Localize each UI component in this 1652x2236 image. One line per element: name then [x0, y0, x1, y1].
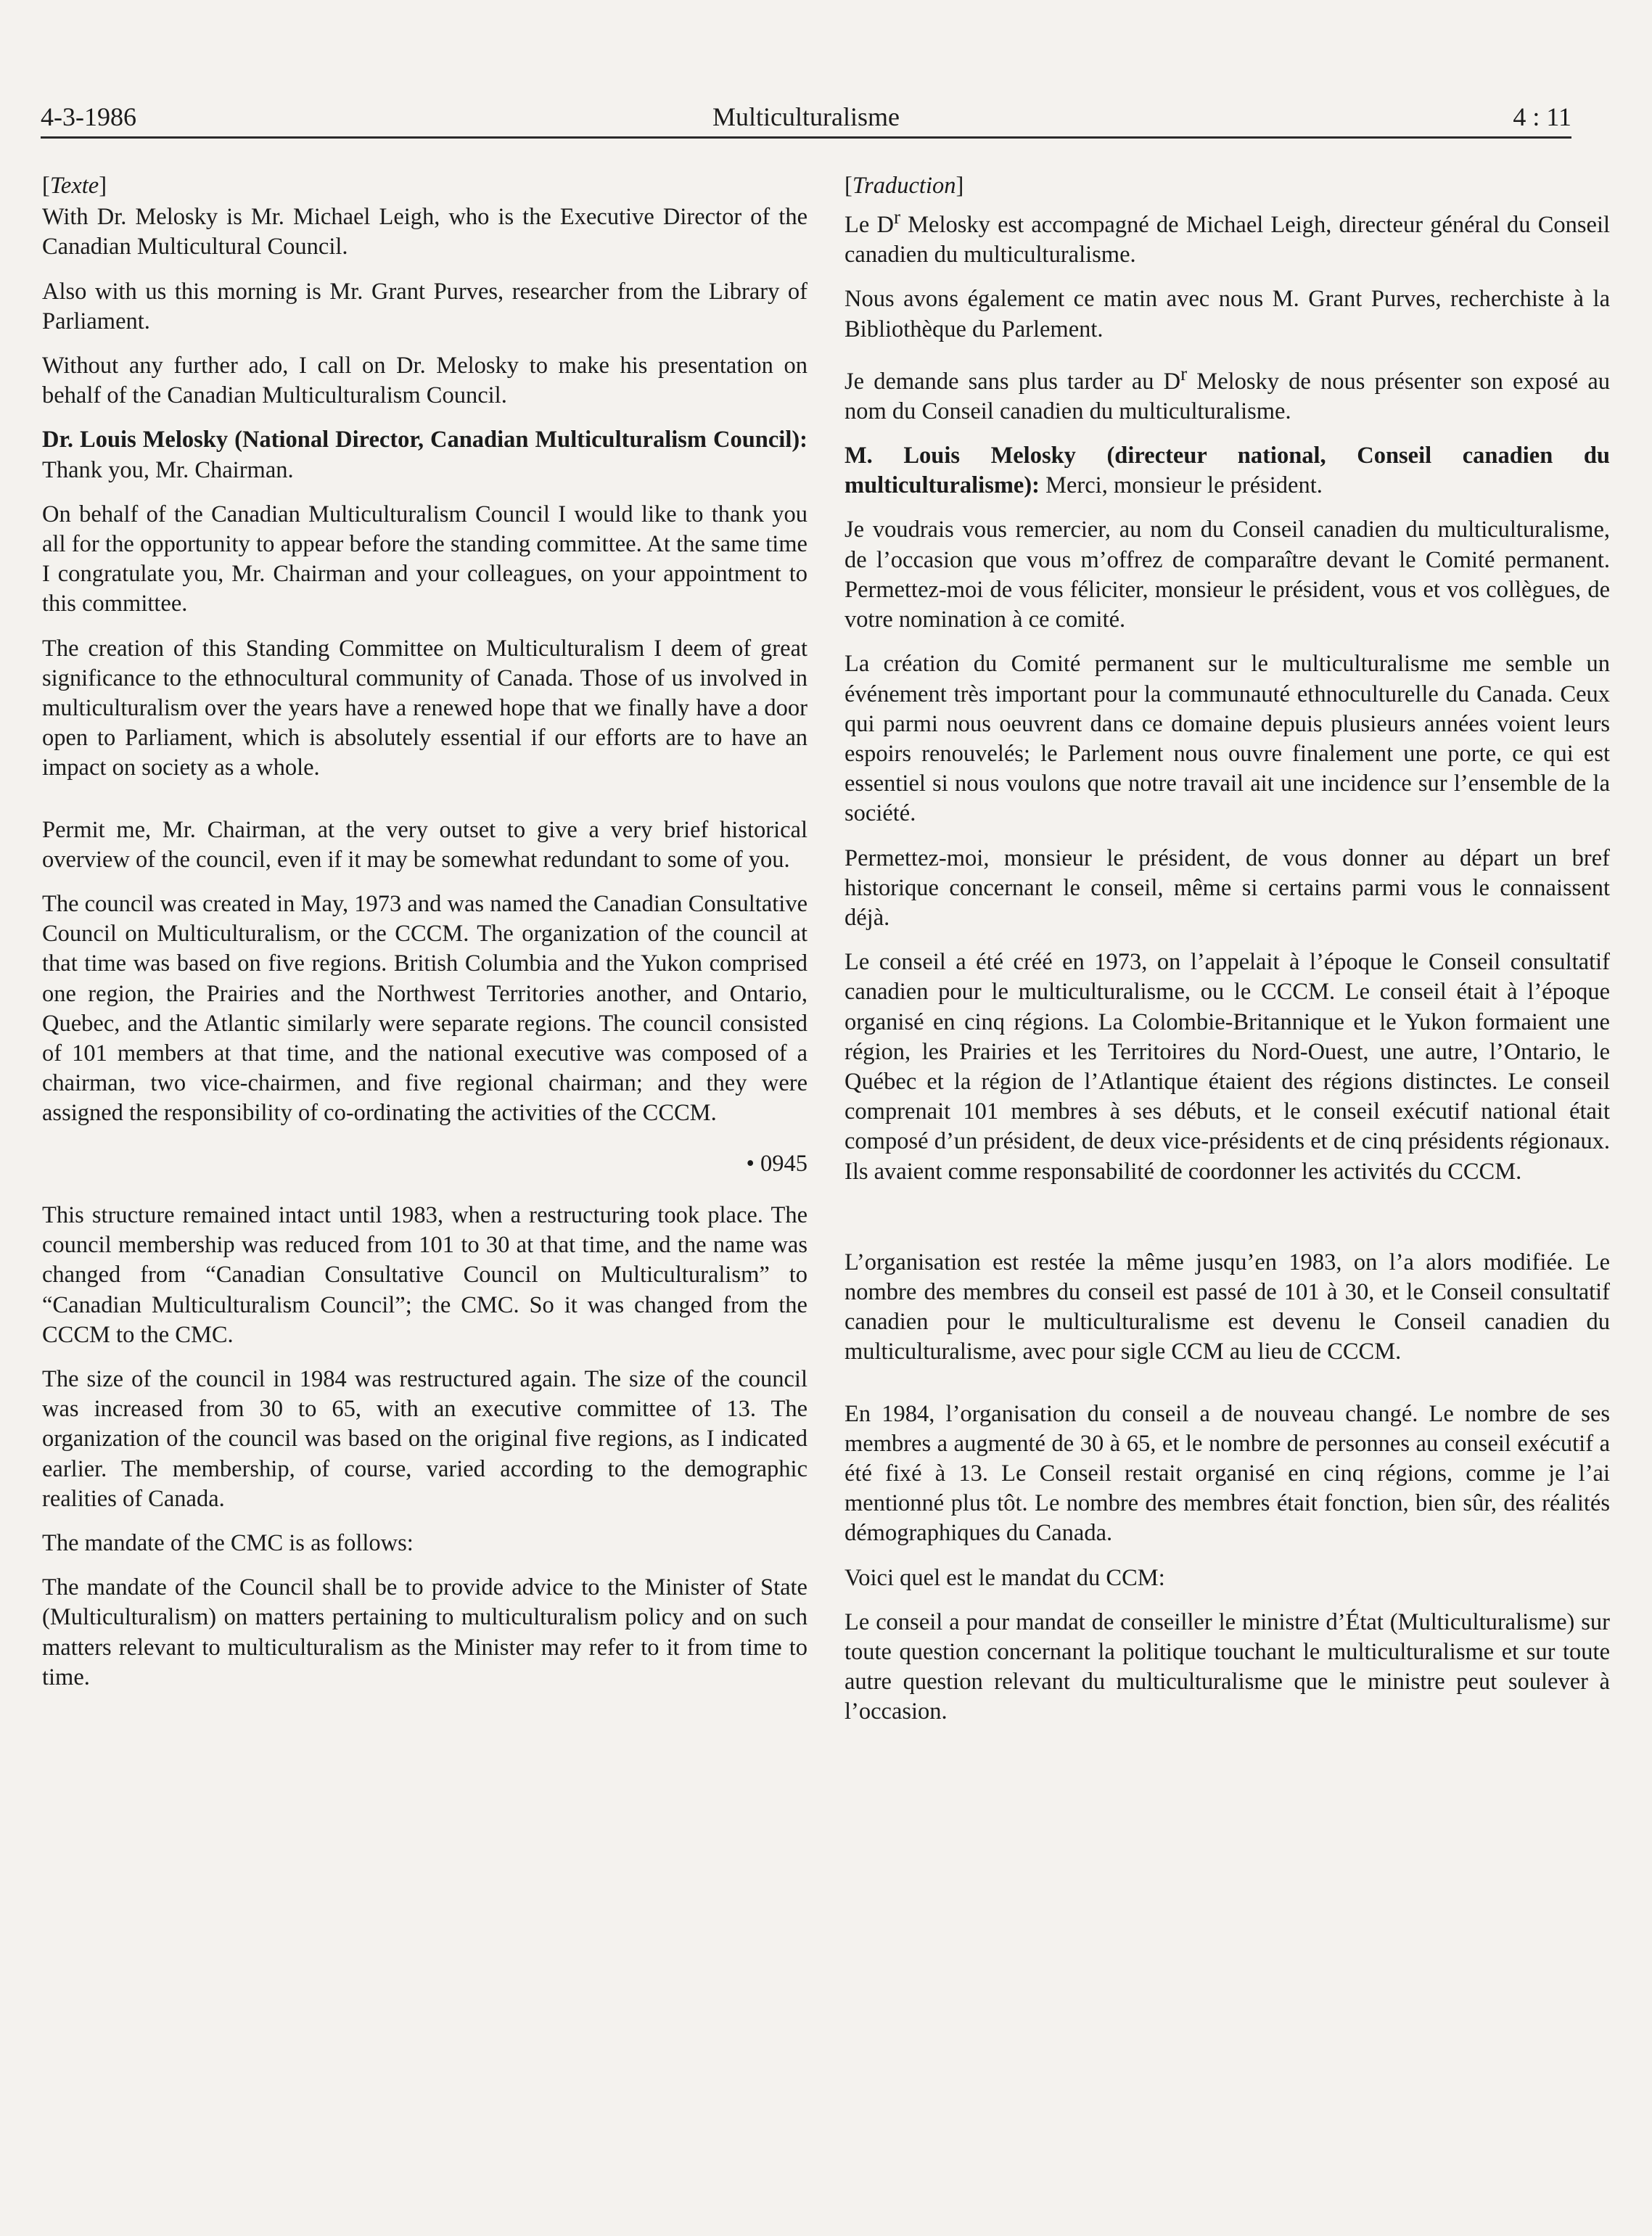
header-date: 4-3-1986 — [41, 102, 136, 131]
paragraph: The creation of this Standing Committee on Multiculturalism I deem of great significance to the ethnocultural community of Canada. Those of us involved in multiculturalism over the years have a renewed hope that we finally have a door open to Parliament, which is absolutely essential if our efforts are to have an impact on society as a whole. — [42, 635, 807, 781]
paragraph: Je voudrais vous remercier, au nom du Conseil canadien du multiculturalisme, de l’occasion que vous m’offrez de comparaître devant le Comité permanent. Permettez-moi de vous féliciter, monsieur le président, vous et vos collègues, de votre nomination à ce comité. — [845, 517, 1610, 633]
header-page-number: 4 : 11 — [1513, 102, 1571, 131]
translation-tag: [Traduction] — [845, 173, 964, 199]
english-column — [42, 171, 807, 1707]
header-title: Multiculturalisme — [712, 102, 900, 131]
paragraph: Le conseil a été créé en 1973, on l’appelait à l’époque le Conseil consultatif canadien pour le multiculturalisme, ou le CCCM. Le conseil était à l’époque organisé en cinq régions. La Colombie-Britannique et le Yukon formaient une région, les Prairies et les Territoires du Nord-Ouest, une autre, l’Ontario, le Québec et la région de l’Atlantique étaient des régions distinctes. Le conseil comprenait 101 membres à ses débuts, et le conseil exécutif national était composé d’un président, de deux vice-présidents et de cinq présidents régionaux. Ils avaient comme responsabilité de coordonner les activités du CCCM. — [845, 949, 1610, 1185]
speaker-paragraph: Dr. Louis Melosky (National Director, Canadian Multiculturalism Council): Thank you, Mr. Chairman. — [42, 427, 807, 483]
paragraph: The council was created in May, 1973 and was named the Canadian Consultative Council on Multiculturalism, or the CCCM. The organization of the council at that time was based on five regions. British Columbia and the Yukon comprised one region, the Prairies and the Northwest Territories another, and Ontario, Quebec, and the Atlantic similarly were separate regions. The council consisted of 101 members at that time, and the national executive was composed of a chairman, two vice-chairmen, and five regional chairman; and they were assigned the responsibility of co-ordinating the activities of the CCCM. — [42, 891, 807, 1127]
paragraph: Permit me, Mr. Chairman, at the very outset to give a very brief historical overview of the council, even if it may be somewhat redundant to some of you. — [42, 816, 807, 873]
paragraph: Without any further ado, I call on Dr. Melosky to make his presentation on behalf of the Canadian Multiculturalism Council. — [42, 353, 807, 409]
paragraph: This structure remained intact until 1983, when a restructuring took place. The council membership was reduced from 101 to 30 at that time, and the name was changed from “Canadian Consultative Council on Multiculturalism” to “Canadian Multiculturalism Council”; the CMC. So it was changed from the CCCM to the CMC. — [42, 1201, 807, 1348]
paragraph: Permettez-moi, monsieur le président, de vous donner au départ un bref historique concernant le conseil, même si certains parmi vous le connaissent déjà. — [845, 844, 1610, 931]
paragraph: Nous avons également ce matin avec nous M. Grant Purves, recherchiste à la Bibliothèque du Parlement. — [845, 286, 1610, 342]
paragraph: En 1984, l’organisation du conseil a de nouveau changé. Le nombre de ses membres a augmenté de 30 à 65, et le nombre de personnes au conseil exécutif a été fixé à 13. Le Conseil restait organisé en cinq régions, comme je l’ai mentionné plus tôt. Le nombre des membres était fonction, bien sûr, des réalités démographiques du Canada. — [845, 1400, 1610, 1547]
page-header — [41, 99, 1571, 139]
speaker-name: M. Louis Melosky (directeur national, Conseil canadien du multiculturalisme): — [845, 443, 1610, 499]
quoted-mandate: The mandate of the Council shall be to provide advice to the Minister of State (Multiculturalism) on matters pertaining to multiculturalism policy and on such matters relevant to multiculturalism as the Minister may refer to it from time to time. — [42, 1574, 807, 1690]
paragraph: On behalf of the Canadian Multiculturalism Council I would like to thank you all for the opportunity to appear before the standing committee. At the same time I congratulate you, Mr. Chairman and your colleagues, on your appointment to this committee. — [42, 501, 807, 617]
speaker-paragraph: M. Louis Melosky (directeur national, Conseil canadien du multiculturalisme): Merci, monsieur le président. — [845, 443, 1610, 499]
paragraph: Voici quel est le mandat du CCM: — [845, 1564, 1165, 1591]
paragraph: The mandate of the CMC is as follows: — [42, 1529, 414, 1556]
french-column — [845, 171, 1610, 1742]
speaker-name: Dr. Louis Melosky (National Director, Canadian Multiculturalism Council): — [42, 427, 807, 453]
paragraph: L’organisation est restée la même jusqu’en 1983, on l’a alors modifiée. Le nombre des membres du conseil est passé de 101 à 30, et le Conseil consultatif canadien pour le multiculturalisme est devenu le Conseil canadien du multiculturalisme, avec pour sigle CCM au lieu de CCCM. — [845, 1249, 1610, 1365]
paragraph: The size of the council in 1984 was restructured again. The size of the council was increased from 30 to 65, with an executive committee of 13. The organization of the council was based on the original five regions, as I indicated earlier. The membership, of course, varied according to the demographic realities of Canada. — [42, 1365, 807, 1512]
time-marker: • 0945 — [746, 1150, 807, 1177]
quoted-mandate: Le conseil a pour mandat de conseiller le ministre d’État (Multiculturalisme) sur toute question concernant la politique touchant le multiculturalisme et sur toute autre question relevant du multiculturalisme que le ministre peut soulever à l’occasion. — [845, 1608, 1610, 1725]
paragraph: With Dr. Melosky is Mr. Michael Leigh, who is the Executive Director of the Canadian Multicultural Council. — [42, 204, 807, 260]
paragraph: La création du Comité permanent sur le multiculturalisme me semble un événement très important pour la communauté ethnoculturelle du Canada. Ceux qui parmi nous oeuvrent dans ce domaine depuis plusieurs années voient leurs espoirs renouvelés; le Parlement nous ouvre finalement une porte, ce qui est essentiel si nous voulons que notre travail ait une incidence sur l’ensemble de la société. — [845, 651, 1610, 827]
paragraph: Also with us this morning is Mr. Grant Purves, researcher from the Library of Parliament. — [42, 278, 807, 334]
paragraph: Je demande sans plus tarder au $D^r$ Melosky de nous présenter son exposé au nom du Conseil canadien du multiculturalisme. — [845, 362, 1610, 424]
text-tag: [Texte] — [42, 173, 107, 199]
paragraph: Le $D^r$ Melosky est accompagné de Michael Leigh, directeur général du Conseil canadien du multiculturalisme. — [845, 206, 1611, 268]
